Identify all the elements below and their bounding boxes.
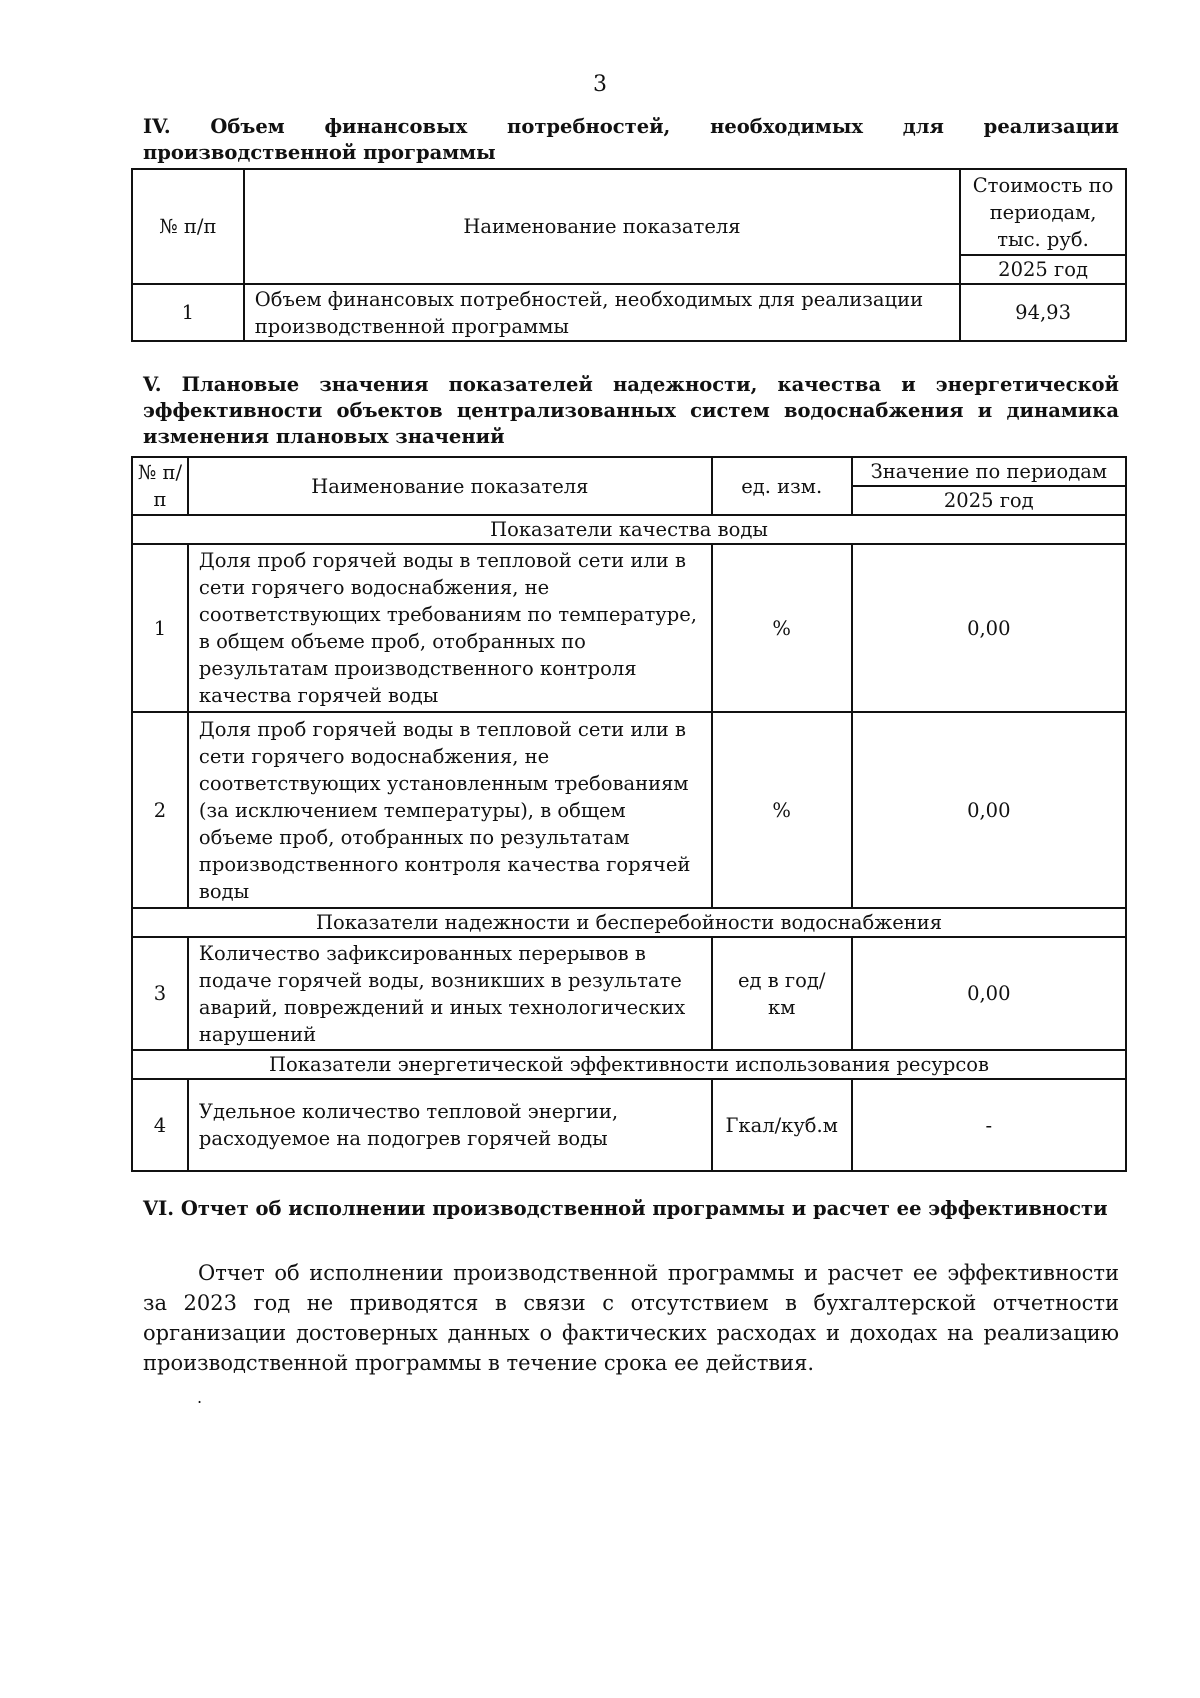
table-row (132, 937, 1126, 1050)
section-4-title: IV. Объем финансовых потребностей, необходимых для реализации производственной программы (143, 115, 1119, 164)
row-num: 1 (132, 284, 244, 341)
header-cost: Стоимость по периодам, тыс. руб. (960, 169, 1126, 255)
page-number: 3 (593, 72, 607, 97)
header-year: 2025 год (852, 486, 1126, 515)
row-unit: % (712, 712, 852, 908)
trailing-mark: . (197, 1388, 203, 1407)
header-num: № п/п (132, 169, 244, 284)
section-6-title: VI. Отчет об исполнении производственной программы и расчет ее эффективности (143, 1197, 1108, 1220)
row-unit: % (712, 544, 852, 712)
header-name: Наименование показателя (244, 169, 960, 284)
report-paragraph: Отчет об исполнении производственной программы и расчет ее эффективности за 2023 год не приводятся в связи с отсутствием в бухгалтерской отчетности организации достоверных данных о фактических расходах и доходах на реализацию производственной программы в течение срока ее действия. (143, 1261, 1119, 1375)
row-num: 4 (132, 1079, 188, 1171)
header-year: 2025 год (960, 255, 1126, 284)
row-name: Доля проб горячей воды в тепловой сети или в сети горячего водоснабжения, не соответствующих требованиям по температуре, в общем объеме проб, отобранных по результатам производственного контроля качества горячей воды (188, 544, 712, 712)
group-energy-efficiency: Показатели энергетической эффективности использования ресурсов (132, 1050, 1126, 1079)
financial-needs-table (131, 168, 1127, 342)
row-value: 0,00 (852, 712, 1126, 908)
header-values: Значение по периодам (852, 457, 1126, 486)
group-reliability: Показатели надежности и бесперебойности водоснабжения (132, 908, 1126, 937)
row-num: 1 (132, 544, 188, 712)
table-row (132, 284, 1126, 341)
indicators-table (131, 456, 1127, 1172)
row-name: Доля проб горячей воды в тепловой сети или в сети горячего водоснабжения, не соответствующих установленным требованиям (за исключением температуры), в общем объеме проб, отобранных по результатам производственного контроля качества горячей воды (188, 712, 712, 908)
table-row (132, 1079, 1126, 1171)
row-name: Количество зафиксированных перерывов в подаче горячей воды, возникших в результате аварий, повреждений и иных технологических нарушений (188, 937, 712, 1050)
header-name: Наименование показателя (188, 457, 712, 515)
section-5-title: V. Плановые значения показателей надежности, качества и энергетической эффективности объектов централизованных систем водоснабжения и динамика изменения плановых значений (143, 373, 1119, 448)
row-value: - (852, 1079, 1126, 1171)
row-value: 0,00 (852, 937, 1126, 1050)
row-name: Объем финансовых потребностей, необходимых для реализации производственной программы (244, 284, 960, 341)
row-name: Удельное количество тепловой энергии, расходуемое на подогрев горячей воды (188, 1079, 712, 1171)
row-num: 2 (132, 712, 188, 908)
header-unit: ед. изм. (712, 457, 852, 515)
row-num: 3 (132, 937, 188, 1050)
row-value: 94,93 (960, 284, 1126, 341)
group-water-quality: Показатели качества воды (132, 515, 1126, 544)
row-unit: ед в год/ км (712, 937, 852, 1050)
table-row (132, 712, 1126, 908)
row-value: 0,00 (852, 544, 1126, 712)
row-unit: Гкал/куб.м (712, 1079, 852, 1171)
table-row (132, 544, 1126, 712)
header-num: № п/п (132, 457, 188, 515)
